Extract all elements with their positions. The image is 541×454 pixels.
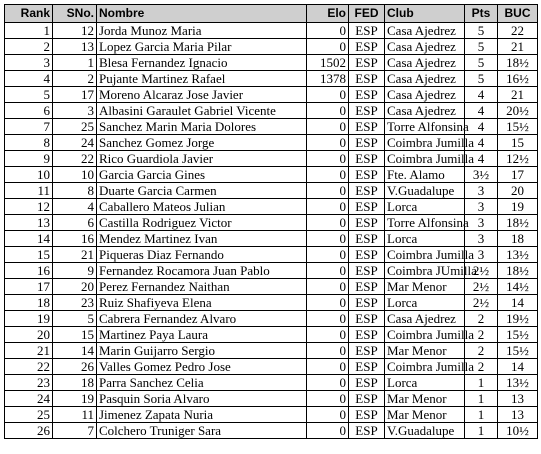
cell-club: Casa Ajedrez (385, 23, 465, 39)
cell-fed: ESP (349, 391, 385, 407)
cell-buc: 13½ (498, 375, 538, 391)
cell-fed: ESP (349, 87, 385, 103)
cell-pts: 2½ (465, 295, 498, 311)
cell-rank: 23 (5, 375, 53, 391)
cell-rank: 24 (5, 391, 53, 407)
cell-pts: 3 (465, 199, 498, 215)
cell-name: Sanchez Gomez Jorge (97, 135, 307, 151)
cell-rank: 3 (5, 55, 53, 71)
header-sno: SNo. (53, 5, 97, 23)
cell-elo: 0 (307, 119, 349, 135)
cell-pts: 3 (465, 215, 498, 231)
cell-club: Lorca (385, 231, 465, 247)
cell-buc: 20½ (498, 103, 538, 119)
cell-fed: ESP (349, 423, 385, 439)
table-row (5, 167, 538, 183)
cell-buc: 10½ (498, 423, 538, 439)
cell-sno: 5 (53, 311, 97, 327)
cell-club: Torre Alfonsina (385, 215, 465, 231)
cell-name: Garcia Garcia Gines (97, 167, 307, 183)
cell-name: Pasquin Soria Alvaro (97, 391, 307, 407)
cell-fed: ESP (349, 407, 385, 423)
table-row (5, 231, 538, 247)
cell-sno: 20 (53, 279, 97, 295)
cell-rank: 14 (5, 231, 53, 247)
cell-name: Marin Guijarro Sergio (97, 343, 307, 359)
cell-fed: ESP (349, 119, 385, 135)
cell-rank: 16 (5, 263, 53, 279)
cell-name: Pujante Martinez Rafael (97, 71, 307, 87)
cell-buc: 13 (498, 407, 538, 423)
table-row (5, 71, 538, 87)
table-row (5, 23, 538, 39)
cell-sno: 21 (53, 247, 97, 263)
table-row (5, 215, 538, 231)
cell-elo: 0 (307, 167, 349, 183)
table-body (5, 23, 538, 439)
cell-pts: 2½ (465, 263, 498, 279)
cell-name: Valles Gomez Pedro Jose (97, 359, 307, 375)
cell-elo: 0 (307, 407, 349, 423)
cell-fed: ESP (349, 183, 385, 199)
cell-rank: 6 (5, 103, 53, 119)
cell-sno: 11 (53, 407, 97, 423)
cell-pts: 2 (465, 359, 498, 375)
cell-buc: 13 (498, 391, 538, 407)
cell-elo: 0 (307, 423, 349, 439)
cell-fed: ESP (349, 327, 385, 343)
table-row (5, 39, 538, 55)
cell-buc: 19½ (498, 311, 538, 327)
cell-sno: 23 (53, 295, 97, 311)
cell-club: Casa Ajedrez (385, 55, 465, 71)
cell-rank: 12 (5, 199, 53, 215)
cell-club: Mar Menor (385, 279, 465, 295)
cell-sno: 26 (53, 359, 97, 375)
cell-buc: 15½ (498, 343, 538, 359)
cell-fed: ESP (349, 39, 385, 55)
cell-rank: 4 (5, 71, 53, 87)
cell-pts: 5 (465, 55, 498, 71)
cell-sno: 7 (53, 423, 97, 439)
cell-rank: 21 (5, 343, 53, 359)
cell-pts: 5 (465, 39, 498, 55)
cell-buc: 14 (498, 295, 538, 311)
cell-sno: 12 (53, 23, 97, 39)
cell-pts: 4 (465, 119, 498, 135)
cell-fed: ESP (349, 263, 385, 279)
cell-pts: 3 (465, 231, 498, 247)
table-row (5, 279, 538, 295)
cell-fed: ESP (349, 375, 385, 391)
cell-fed: ESP (349, 279, 385, 295)
cell-name: Jorda Munoz Maria (97, 23, 307, 39)
cell-fed: ESP (349, 103, 385, 119)
cell-buc: 18½ (498, 55, 538, 71)
table-row (5, 183, 538, 199)
cell-sno: 24 (53, 135, 97, 151)
cell-name: Piqueras Diaz Fernando (97, 247, 307, 263)
cell-fed: ESP (349, 359, 385, 375)
cell-buc: 18 (498, 231, 538, 247)
cell-fed: ESP (349, 135, 385, 151)
table-row (5, 55, 538, 71)
cell-buc: 18½ (498, 263, 538, 279)
cell-rank: 1 (5, 23, 53, 39)
cell-club: Torre Alfonsina (385, 119, 465, 135)
cell-name: Cabrera Fernandez Alvaro (97, 311, 307, 327)
cell-name: Parra Sanchez Celia (97, 375, 307, 391)
cell-club: Casa Ajedrez (385, 39, 465, 55)
cell-name: Mendez Martinez Ivan (97, 231, 307, 247)
cell-club: Casa Ajedrez (385, 311, 465, 327)
cell-rank: 7 (5, 119, 53, 135)
cell-buc: 15 (498, 135, 538, 151)
cell-buc: 17 (498, 167, 538, 183)
cell-pts: 4 (465, 87, 498, 103)
header-rank: Rank (5, 5, 53, 23)
cell-elo: 1502 (307, 55, 349, 71)
cell-buc: 15½ (498, 327, 538, 343)
cell-club: Mar Menor (385, 407, 465, 423)
cell-pts: 1 (465, 407, 498, 423)
cell-elo: 0 (307, 151, 349, 167)
cell-name: Fernandez Rocamora Juan Pablo (97, 263, 307, 279)
cell-sno: 8 (53, 183, 97, 199)
cell-elo: 0 (307, 199, 349, 215)
cell-elo: 0 (307, 343, 349, 359)
cell-club: Fte. Alamo (385, 167, 465, 183)
cell-club: Coimbra JUmilla (385, 263, 465, 279)
cell-rank: 11 (5, 183, 53, 199)
cell-rank: 25 (5, 407, 53, 423)
header-row (5, 5, 538, 23)
cell-club: Mar Menor (385, 391, 465, 407)
cell-buc: 14 (498, 359, 538, 375)
cell-sno: 25 (53, 119, 97, 135)
cell-club: Lorca (385, 375, 465, 391)
cell-pts: 3 (465, 247, 498, 263)
cell-sno: 14 (53, 343, 97, 359)
cell-club: V.Guadalupe (385, 183, 465, 199)
cell-rank: 13 (5, 215, 53, 231)
cell-fed: ESP (349, 199, 385, 215)
cell-fed: ESP (349, 23, 385, 39)
cell-elo: 0 (307, 375, 349, 391)
cell-buc: 20 (498, 183, 538, 199)
cell-sno: 10 (53, 167, 97, 183)
cell-name: Castilla Rodriguez Victor (97, 215, 307, 231)
cell-elo: 0 (307, 359, 349, 375)
cell-sno: 18 (53, 375, 97, 391)
table-row (5, 407, 538, 423)
cell-club: Casa Ajedrez (385, 71, 465, 87)
cell-name: Caballero Mateos Julian (97, 199, 307, 215)
cell-elo: 0 (307, 103, 349, 119)
cell-buc: 15½ (498, 119, 538, 135)
cell-fed: ESP (349, 215, 385, 231)
cell-buc: 16½ (498, 71, 538, 87)
cell-name: Lopez Garcia Maria Pilar (97, 39, 307, 55)
cell-pts: 1 (465, 391, 498, 407)
cell-buc: 22 (498, 23, 538, 39)
cell-elo: 0 (307, 23, 349, 39)
table-row (5, 295, 538, 311)
cell-sno: 17 (53, 87, 97, 103)
cell-sno: 19 (53, 391, 97, 407)
cell-club: Coimbra Jumilla (385, 327, 465, 343)
table-row (5, 247, 538, 263)
cell-pts: 2 (465, 327, 498, 343)
cell-fed: ESP (349, 151, 385, 167)
cell-elo: 0 (307, 87, 349, 103)
cell-elo: 0 (307, 231, 349, 247)
cell-name: Jimenez Zapata Nuria (97, 407, 307, 423)
cell-club: Coimbra Jumilla (385, 135, 465, 151)
cell-rank: 9 (5, 151, 53, 167)
cell-buc: 12½ (498, 151, 538, 167)
cell-elo: 0 (307, 135, 349, 151)
cell-rank: 10 (5, 167, 53, 183)
table-row (5, 199, 538, 215)
cell-elo: 0 (307, 327, 349, 343)
table-row (5, 311, 538, 327)
table-row (5, 151, 538, 167)
cell-club: Coimbra Jumilla (385, 359, 465, 375)
cell-rank: 8 (5, 135, 53, 151)
cell-elo: 0 (307, 311, 349, 327)
cell-sno: 6 (53, 215, 97, 231)
cell-fed: ESP (349, 71, 385, 87)
cell-sno: 4 (53, 199, 97, 215)
table-row (5, 327, 538, 343)
cell-rank: 5 (5, 87, 53, 103)
cell-name: Albasini Garaulet Gabriel Vicente (97, 103, 307, 119)
cell-elo: 0 (307, 215, 349, 231)
cell-pts: 2 (465, 343, 498, 359)
header-buc: BUC (498, 5, 538, 23)
cell-elo: 0 (307, 295, 349, 311)
table-row (5, 263, 538, 279)
table-row (5, 119, 538, 135)
table-row (5, 343, 538, 359)
cell-sno: 2 (53, 71, 97, 87)
cell-buc: 19 (498, 199, 538, 215)
cell-fed: ESP (349, 55, 385, 71)
table-row (5, 87, 538, 103)
cell-buc: 21 (498, 39, 538, 55)
cell-pts: 5 (465, 23, 498, 39)
cell-rank: 2 (5, 39, 53, 55)
cell-sno: 15 (53, 327, 97, 343)
cell-rank: 26 (5, 423, 53, 439)
cell-club: Mar Menor (385, 343, 465, 359)
table-header (5, 5, 538, 23)
cell-rank: 22 (5, 359, 53, 375)
cell-rank: 15 (5, 247, 53, 263)
cell-pts: 1 (465, 423, 498, 439)
table-row (5, 135, 538, 151)
cell-fed: ESP (349, 311, 385, 327)
cell-club: Lorca (385, 199, 465, 215)
cell-elo: 1378 (307, 71, 349, 87)
header-pts: Pts (465, 5, 498, 23)
cell-elo: 0 (307, 39, 349, 55)
header-elo: Elo (307, 5, 349, 23)
cell-buc: 13½ (498, 247, 538, 263)
cell-pts: 2 (465, 311, 498, 327)
table-row (5, 375, 538, 391)
cell-elo: 0 (307, 391, 349, 407)
cell-club: Casa Ajedrez (385, 103, 465, 119)
cell-name: Duarte Garcia Carmen (97, 183, 307, 199)
cell-sno: 9 (53, 263, 97, 279)
cell-fed: ESP (349, 295, 385, 311)
cell-elo: 0 (307, 183, 349, 199)
cell-elo: 0 (307, 279, 349, 295)
cell-sno: 13 (53, 39, 97, 55)
cell-buc: 21 (498, 87, 538, 103)
cell-name: Moreno Alcaraz Jose Javier (97, 87, 307, 103)
cell-rank: 17 (5, 279, 53, 295)
header-name: Nombre (97, 5, 307, 23)
table-row (5, 103, 538, 119)
cell-club: Casa Ajedrez (385, 87, 465, 103)
cell-pts: 4 (465, 151, 498, 167)
cell-name: Rico Guardiola Javier (97, 151, 307, 167)
cell-sno: 3 (53, 103, 97, 119)
cell-name: Blesa Fernandez Ignacio (97, 55, 307, 71)
cell-club: V.Guadalupe (385, 423, 465, 439)
header-club: Club (385, 5, 465, 23)
cell-pts: 3½ (465, 167, 498, 183)
cell-fed: ESP (349, 167, 385, 183)
cell-pts: 1 (465, 375, 498, 391)
cell-elo: 0 (307, 263, 349, 279)
cell-sno: 1 (53, 55, 97, 71)
table-row (5, 423, 538, 439)
cell-rank: 20 (5, 327, 53, 343)
cell-fed: ESP (349, 231, 385, 247)
cell-fed: ESP (349, 247, 385, 263)
cell-pts: 3 (465, 183, 498, 199)
cell-club: Lorca (385, 295, 465, 311)
cell-pts: 2½ (465, 279, 498, 295)
cell-elo: 0 (307, 247, 349, 263)
cell-pts: 5 (465, 71, 498, 87)
cell-club: Coimbra Jumilla (385, 247, 465, 263)
cell-pts: 4 (465, 135, 498, 151)
cell-name: Sanchez Marin Maria Dolores (97, 119, 307, 135)
cell-name: Perez Fernandez Naithan (97, 279, 307, 295)
cell-rank: 19 (5, 311, 53, 327)
table-row (5, 391, 538, 407)
cell-sno: 22 (53, 151, 97, 167)
cell-rank: 18 (5, 295, 53, 311)
cell-name: Ruiz Shafiyeva Elena (97, 295, 307, 311)
cell-buc: 14½ (498, 279, 538, 295)
cell-pts: 4 (465, 103, 498, 119)
cell-club: Coimbra Jumilla (385, 151, 465, 167)
cell-name: Colchero Truniger Sara (97, 423, 307, 439)
cell-fed: ESP (349, 343, 385, 359)
cell-name: Martinez Paya Laura (97, 327, 307, 343)
cell-buc: 18½ (498, 215, 538, 231)
table-row (5, 359, 538, 375)
cell-sno: 16 (53, 231, 97, 247)
header-fed: FED (349, 5, 385, 23)
standings-table (4, 4, 538, 439)
